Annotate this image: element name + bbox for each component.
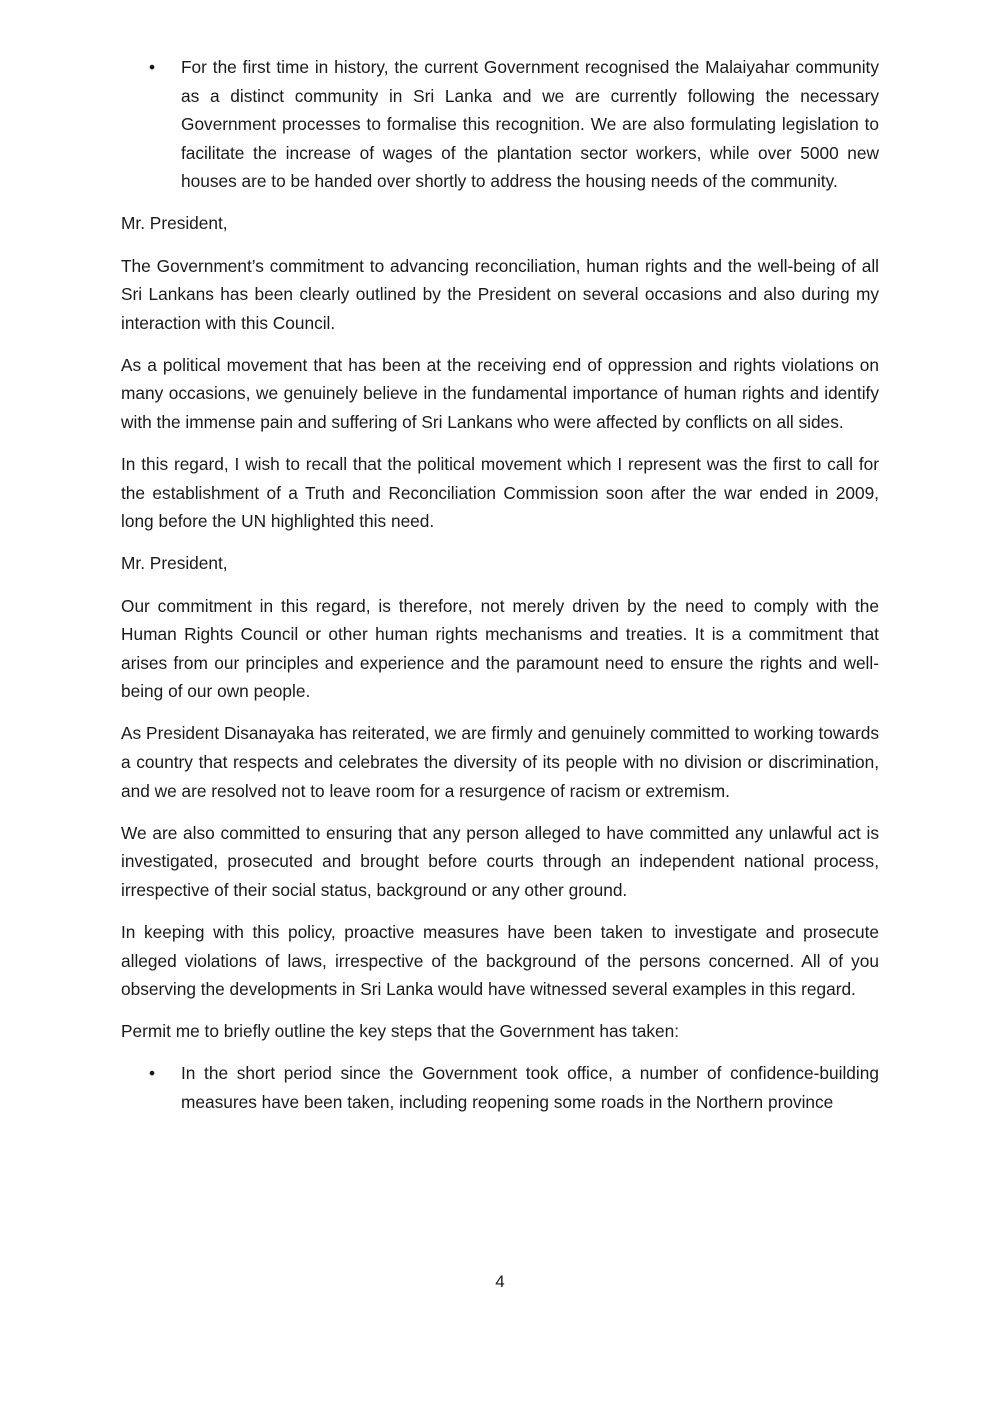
bullet-item-confidence-building	[121, 1059, 879, 1116]
paragraph: Our commitment in this regard, is therefore, not merely driven by the need to comply with the Human Rights Council or other human rights mechanisms and treaties. It is a commitment that arises from our principles and experience and the paramount need to ensure the rights and well-being of our own people.	[121, 595, 879, 702]
paragraph: Permit me to briefly outline the key steps that the Government has taken:	[121, 1021, 680, 1042]
paragraph: In this regard, I wish to recall that the political movement which I represent was the first to call for the establishment of a Truth and Reconciliation Commission soon after the war ended in 2009, long before the UN highlighted this need.	[121, 454, 879, 532]
paragraph: As President Disanayaka has reiterated, we are firmly and genuinely committed to working towards a country that respects and celebrates the diversity of its people with no division or discrimination, and we are resolved not to leave room for a resurgence of racism or extremism.	[121, 723, 879, 801]
bullet-dot-icon: •	[149, 57, 156, 77]
salutation: Mr. President,	[121, 213, 228, 234]
bullet-text: For the first time in history, the current Government recognised the Malaiyahar community as a distinct community in Sri Lanka and we are currently following the necessary Government processes to formalise this recognition. We are also formulating legislation to facilitate the increase of wages of the plantation sector workers, while over 5000 new houses are to be handed over shortly to address the housing needs of the community.	[181, 57, 879, 192]
page-number: 4	[495, 1272, 505, 1291]
paragraph: In keeping with this policy, proactive measures have been taken to investigate and prosecute alleged violations of laws, irrespective of the background of the persons concerned. All of you observing the developments in Sri Lanka would have witnessed several examples in this regard.	[121, 921, 879, 1000]
bullet-dot-icon: •	[149, 1063, 156, 1084]
bullet-text: In the short period since the Government took office, a number of confidence-building measures have been taken, including reopening some roads in the Northern province	[181, 1063, 879, 1112]
document-body	[121, 53, 879, 1130]
salutation: Mr. President,	[121, 553, 228, 574]
paragraph: The Government’s commitment to advancing reconciliation, human rights and the well-being of all Sri Lankans has been clearly outlined by the President on several occasions and also during my interaction with this Council.	[121, 255, 879, 333]
bullet-item-malaiyahar	[121, 53, 879, 196]
paragraph: We are also committed to ensuring that any person alleged to have committed any unlawful act is investigated, prosecuted and brought before courts through an independent national process, irrespective of their social status, background or any other ground.	[121, 822, 879, 900]
paragraph: As a political movement that has been at the receiving end of oppression and rights violations on many occasions, we genuinely believe in the fundamental importance of human rights and identify with the immense pain and suffering of Sri Lankans who were affected by conflicts on all sides.	[121, 354, 879, 433]
